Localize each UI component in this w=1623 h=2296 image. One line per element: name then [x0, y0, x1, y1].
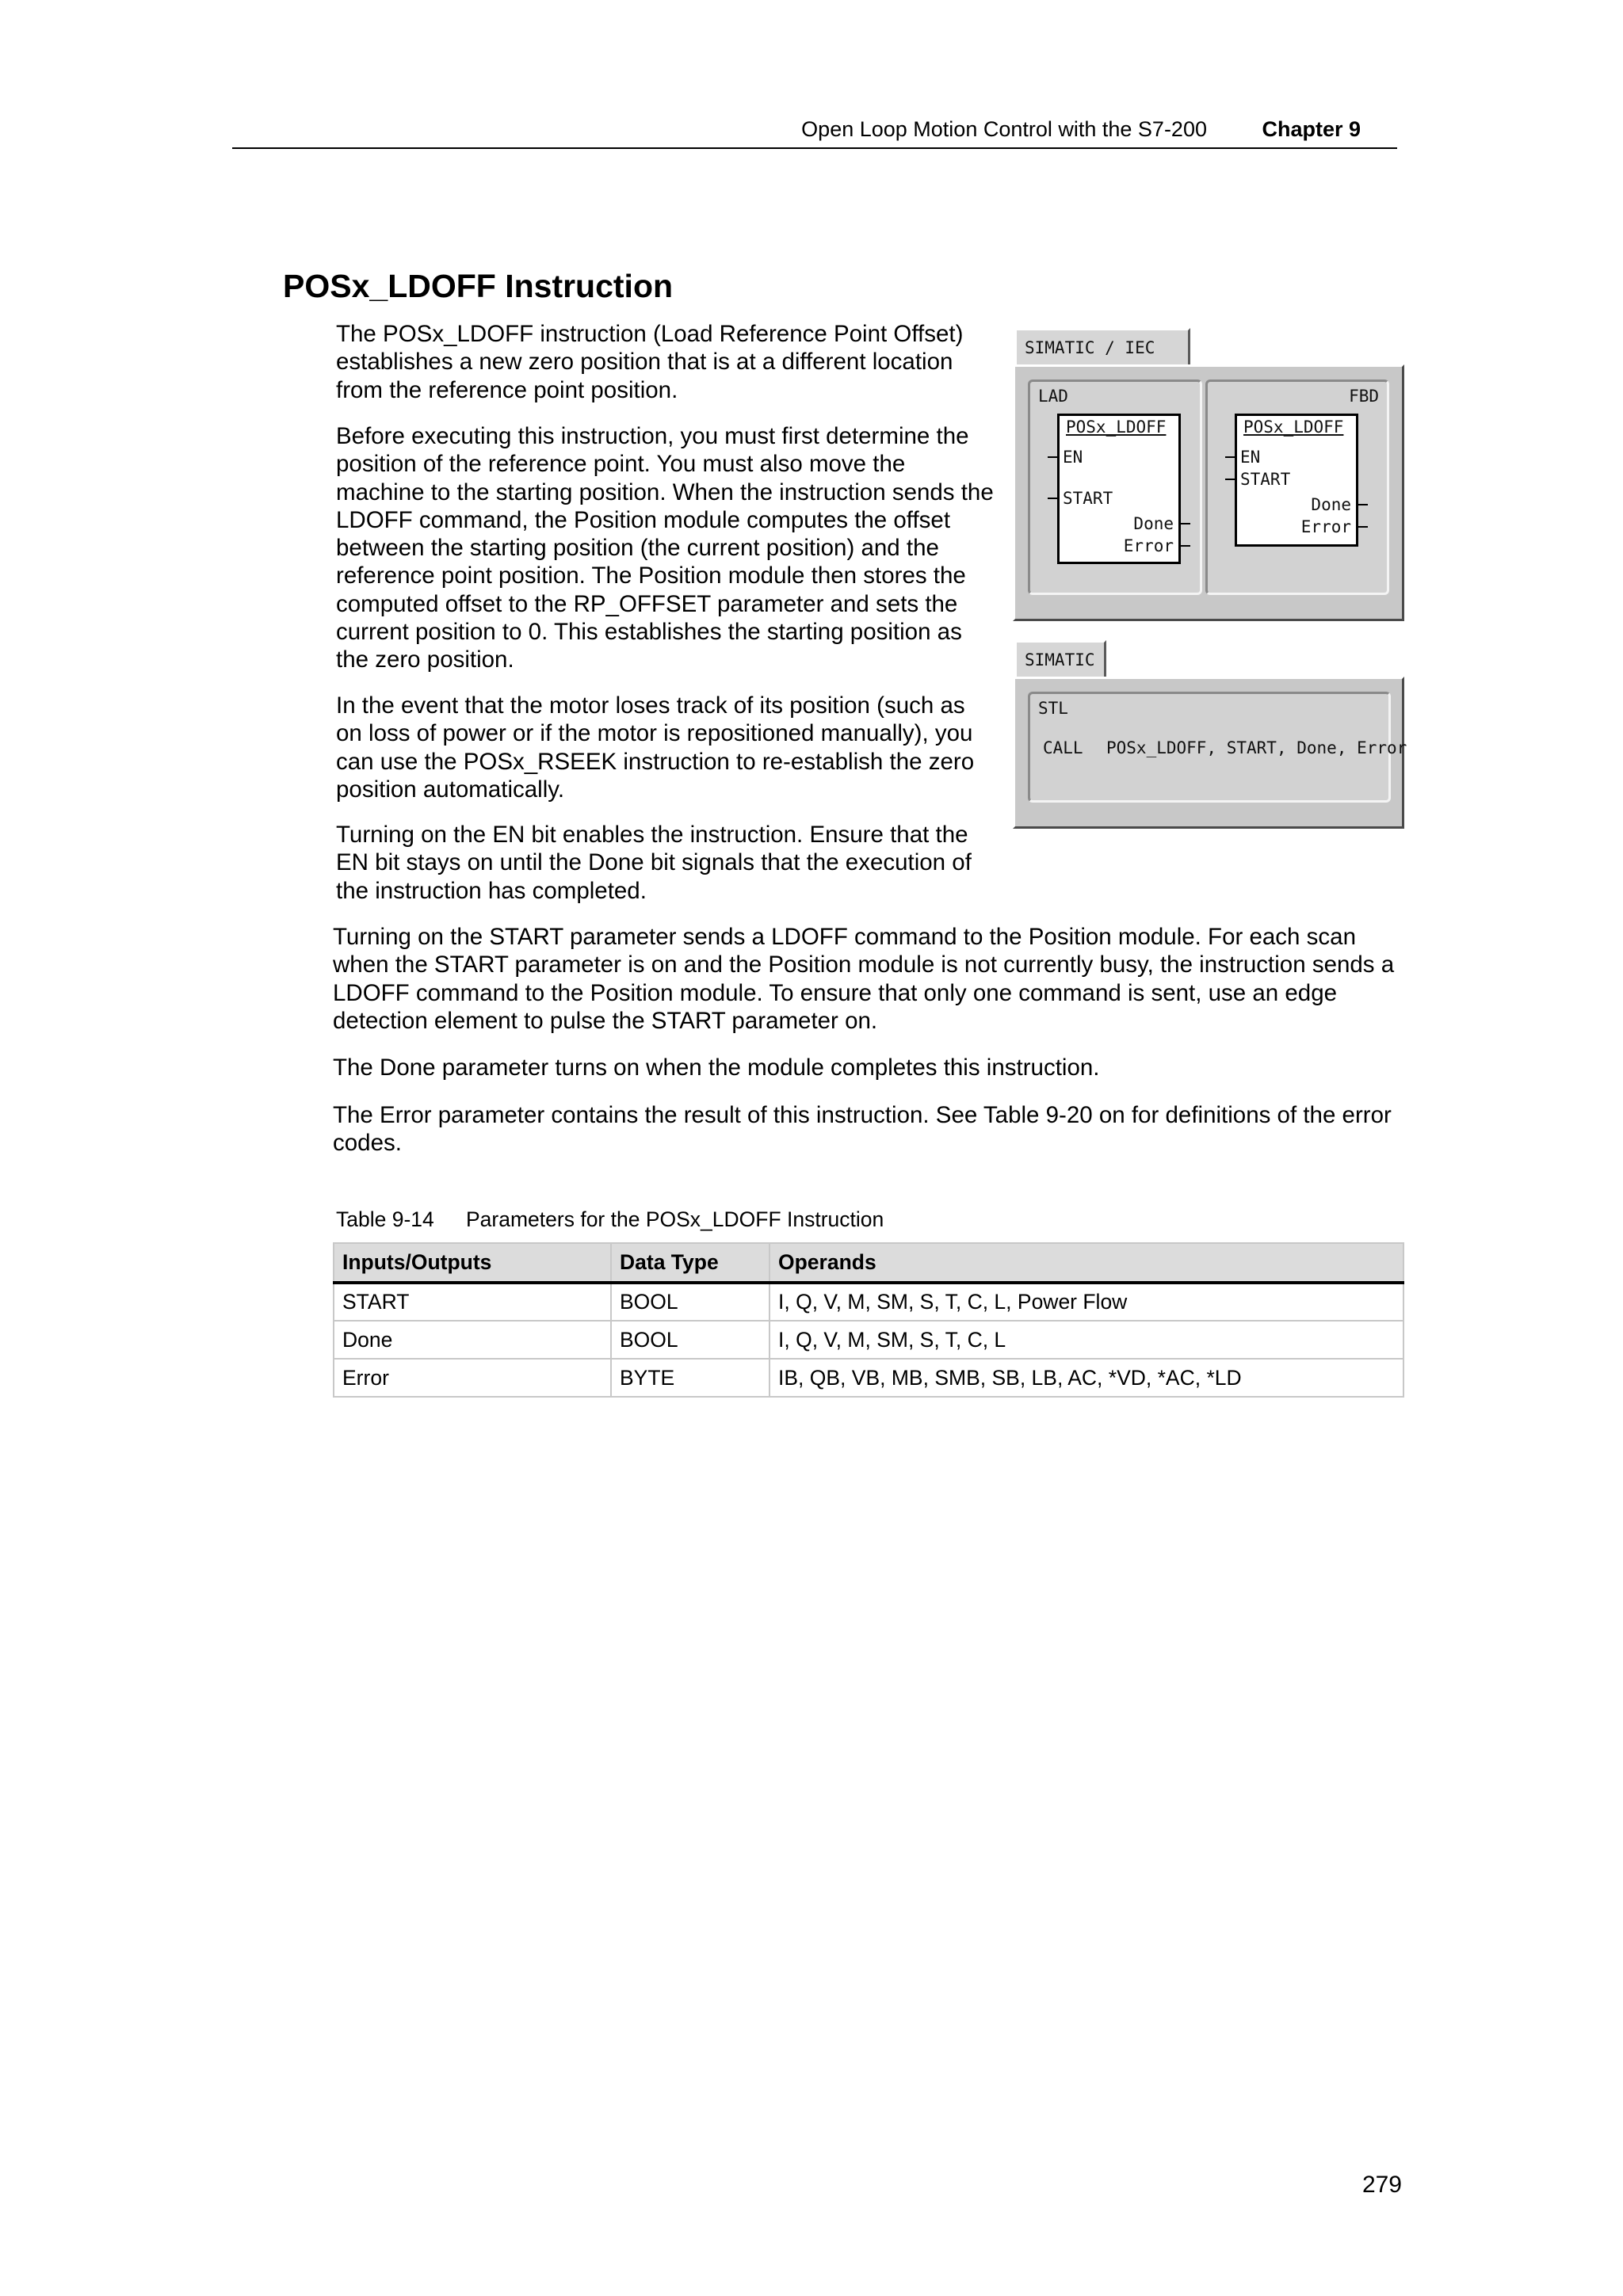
fbd-start-wire — [1225, 479, 1235, 480]
fbd-block-name: POSx_LDOFF — [1243, 418, 1344, 437]
parameters-table — [333, 1242, 1404, 1398]
table-header-row — [334, 1243, 1403, 1283]
lad-fbd-figure — [1013, 328, 1404, 621]
table-row — [334, 1321, 1403, 1359]
fbd-output-done: Done — [1311, 495, 1351, 514]
fbd-en-wire — [1225, 456, 1235, 458]
table-row — [334, 1283, 1403, 1321]
page-number: 279 — [1361, 2172, 1402, 2198]
cell-type: BYTE — [611, 1359, 769, 1397]
paragraph-intro: The POSx_LDOFF instruction (Load Reference Point Offset) establishes a new zero position that is at a different location from the reference point position. — [336, 321, 964, 403]
cell-operands: I, Q, V, M, SM, S, T, C, L, Power Flow — [769, 1283, 1403, 1321]
lad-done-wire — [1181, 523, 1190, 524]
cell-io: Done — [334, 1321, 611, 1359]
lad-start-wire — [1048, 498, 1057, 499]
lad-block-name: POSx_LDOFF — [1066, 418, 1167, 437]
table-row — [334, 1359, 1403, 1397]
cell-type: BOOL — [611, 1283, 769, 1321]
lad-error-wire — [1181, 545, 1190, 547]
stl-call: CALL — [1043, 738, 1083, 757]
lad-input-en: EN — [1063, 448, 1083, 467]
table-title: Parameters for the POSx_LDOFF Instruction — [466, 1207, 884, 1231]
lad-fbd-panel — [1013, 364, 1404, 621]
stl-label: STL — [1038, 699, 1068, 718]
table-caption — [336, 1206, 884, 1233]
header-title: Open Loop Motion Control with the S7-200 — [801, 117, 1207, 141]
lad-output-error: Error — [1123, 536, 1174, 555]
lad-en-wire — [1048, 456, 1057, 458]
cell-operands: IB, QB, VB, MB, SMB, SB, LB, AC, *VD, *AC, *LD — [769, 1359, 1403, 1397]
fbd-function-block — [1235, 414, 1358, 547]
stl-operands: POSx_LDOFF, START, Done, Error — [1106, 738, 1407, 757]
fbd-input-start: START — [1240, 470, 1291, 489]
fbd-done-wire — [1358, 504, 1368, 505]
lad-label: LAD — [1038, 387, 1068, 406]
stl-figure — [1013, 640, 1407, 829]
lad-function-block — [1057, 414, 1181, 564]
lad-pane — [1028, 379, 1202, 595]
lad-output-done: Done — [1133, 514, 1174, 533]
lad-input-start: START — [1063, 489, 1113, 508]
paragraph-done-parameter: The Done parameter turns on when the module completes this instruction. — [333, 1055, 1100, 1081]
header-data-type: Data Type — [611, 1243, 769, 1283]
fbd-input-en: EN — [1240, 448, 1261, 467]
paragraph-start-parameter: Turning on the START parameter sends a LDOFF command to the Position module. For each scan when the START parameter is on and the Position module is not currently busy, the instruction sends a LDOFF command to the Position module. To ensure that only one command is sent, use an edge detection element to pulse the START parameter on. — [333, 924, 1395, 1034]
cell-io: Error — [334, 1359, 611, 1397]
section-title: POSx_LDOFF Instruction — [283, 268, 674, 304]
header-chapter: Chapter 9 — [1262, 117, 1361, 141]
paragraph-before-executing: Before executing this instruction, you must first determine the position of the reference point. You must also move the machine to the starting position. When the instruction sends the LDOFF command, the Position module computes the offset between the starting position (the current position) and the reference point position. The Position module then stores the computed offset to the RP_OFFSET parameter and sets the current position to 0. This establishes the starting position as the zero position. — [336, 423, 994, 673]
stl-panel — [1013, 677, 1407, 829]
fbd-error-wire — [1358, 526, 1368, 528]
paragraph-error-parameter: The Error parameter contains the result of this instruction. See Table 9-20 on for definitions of the error codes. — [333, 1102, 1392, 1157]
fbd-label: FBD — [1349, 387, 1379, 406]
header-operands: Operands — [769, 1243, 1403, 1283]
cell-io: START — [334, 1283, 611, 1321]
running-header — [232, 116, 1397, 149]
fbd-output-error: Error — [1300, 517, 1351, 536]
paragraph-lost-position: In the event that the motor loses track of its position (such as on loss of power or if the motor is repositioned manually), you can use the POSx_RSEEK instruction to re-establish the zero position automatically. — [336, 692, 975, 803]
paragraph-en-bit: Turning on the EN bit enables the instruction. Ensure that the EN bit stays on until the Done bit signals that the execution of the instruction has completed. — [336, 822, 972, 904]
stl-pane — [1028, 692, 1407, 803]
table-number: Table 9-14 — [336, 1207, 434, 1231]
simatic-tab: SIMATIC — [1014, 640, 1106, 678]
simatic-iec-tab: SIMATIC / IEC — [1014, 328, 1190, 366]
header-inputs-outputs: Inputs/Outputs — [334, 1243, 611, 1283]
fbd-pane — [1205, 379, 1389, 595]
cell-operands: I, Q, V, M, SM, S, T, C, L — [769, 1321, 1403, 1359]
cell-type: BOOL — [611, 1321, 769, 1359]
